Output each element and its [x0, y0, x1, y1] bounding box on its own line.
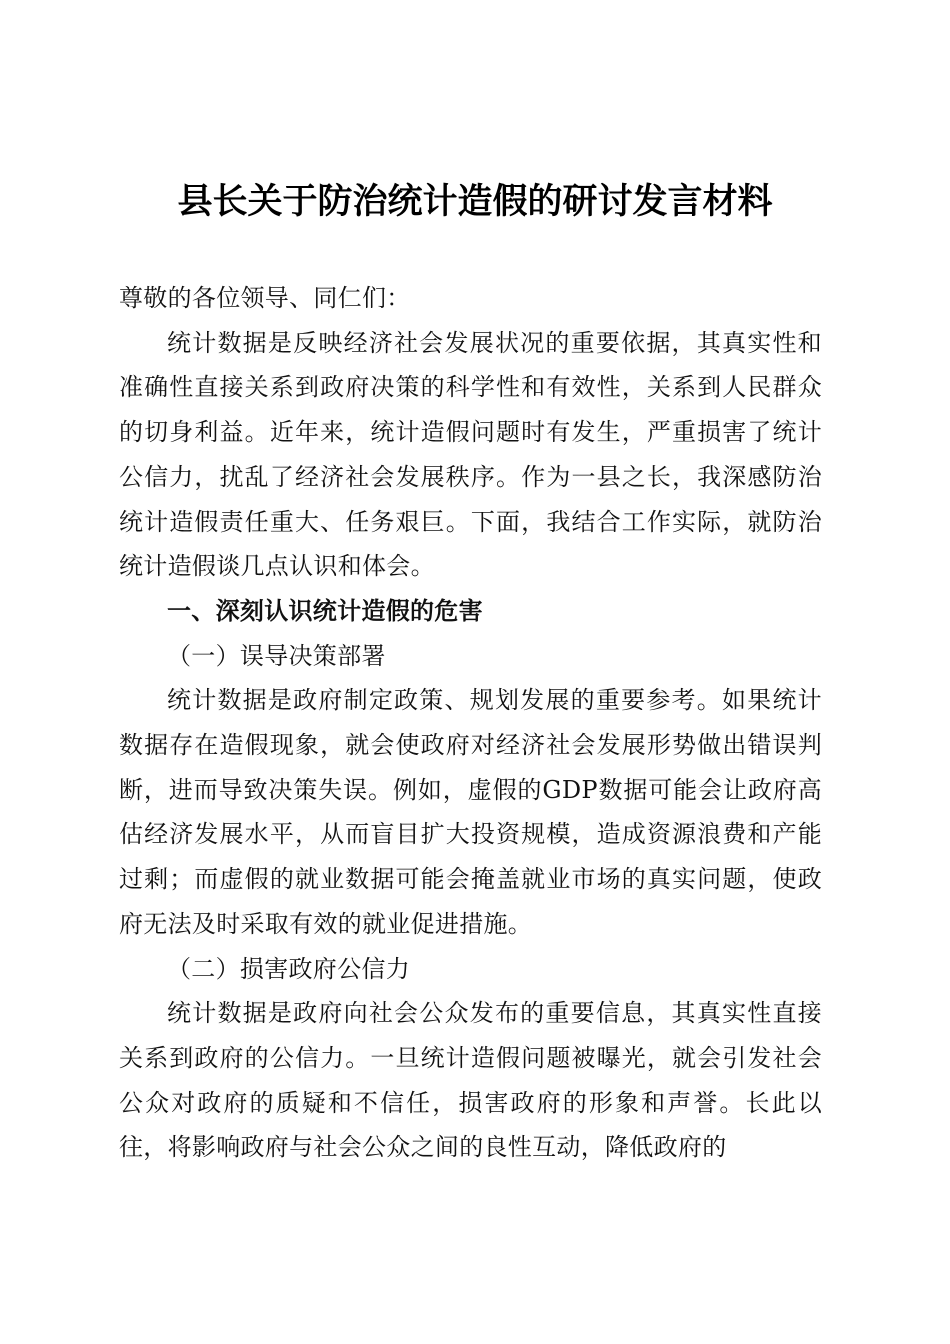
section-heading-1: 一、深刻认识统计造假的危害	[167, 596, 483, 625]
subsection-paragraph-2: 统计数据是政府向社会公众发布的重要信息，其真实性直接关系到政府的公信力。一旦统计造假问题被曝光，就会引发社会公众对政府的质疑和不信任，损害政府的形象和声誉。长此以往，将影响政府与社会公众之间的良性互动，降低政府的	[119, 999, 822, 1162]
subsection-heading-1: （一）误导决策部署	[167, 641, 386, 670]
intro-paragraph: 统计数据是反映经济社会发展状况的重要依据，其真实性和准确性直接关系到政府决策的科学性和有效性，关系到人民群众的切身利益。近年来，统计造假问题时有发生，严重损害了统计公信力，扰乱了经济社会发展秩序。作为一县之长，我深感防治统计造假责任重大、任务艰巨。下面，我结合工作实际，就防治统计造假谈几点认识和体会。	[119, 328, 822, 581]
salutation: 尊敬的各位领导、同仁们：	[119, 284, 411, 312]
document-body	[119, 276, 822, 1170]
document-title: 县长关于防治统计造假的研讨发言材料	[177, 182, 773, 222]
subsection-paragraph-1: 统计数据是政府制定政策、规划发展的重要参考。如果统计数据存在造假现象，就会使政府对经济社会发展形势做出错误判断，进而导致决策失误。例如，虚假的GDP数据可能会让政府高估经济发展水平，从而盲目扩大投资规模，造成资源浪费和产能过剩；而虚假的就业数据可能会掩盖就业市场的真实问题，使政府无法及时采取有效的就业促进措施。	[119, 686, 822, 938]
subsection-heading-2: （二）损害政府公信力	[167, 954, 410, 983]
